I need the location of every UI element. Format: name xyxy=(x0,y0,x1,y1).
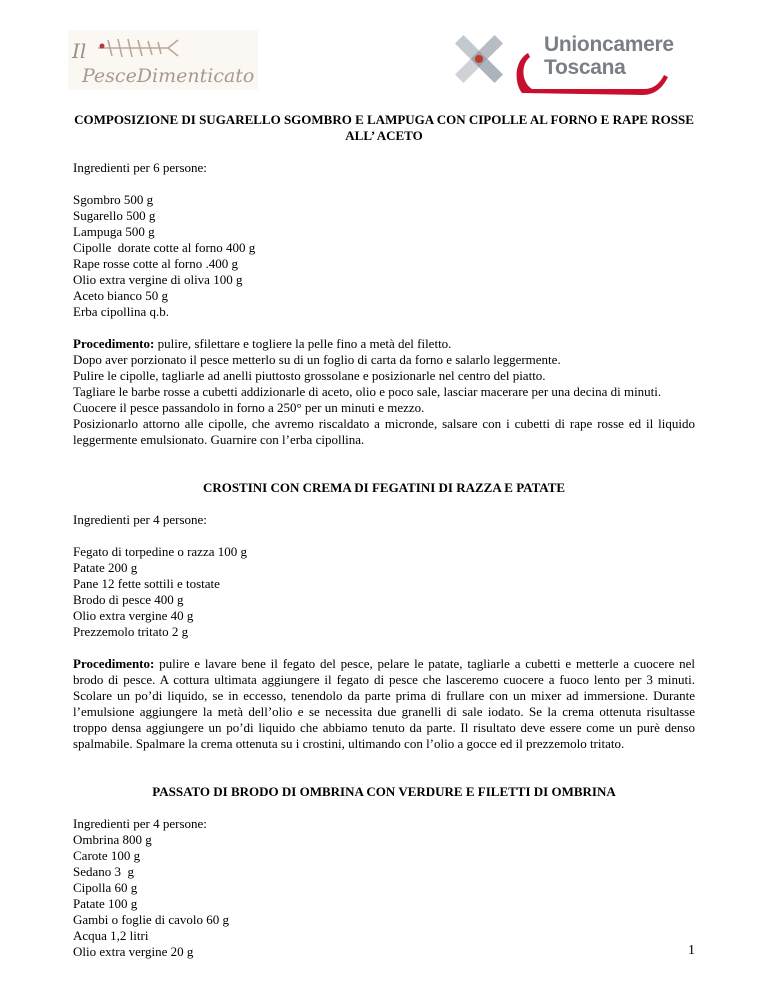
ingredient: Patate 100 g xyxy=(73,896,138,911)
ingredient: Fegato di torpedine o razza 100 g xyxy=(73,544,247,559)
ingredient: Aceto bianco 50 g xyxy=(73,288,168,303)
procedure-line: Pulire le cipolle, tagliarle ad anelli piuttosto grossolane e posizionarle nel centro del piatto. xyxy=(73,368,546,383)
recipe1-title: COMPOSIZIONE DI SUGARELLO SGOMBRO E LAMPUGA CON CIPOLLE AL FORNO E RAPE ROSSE ALL’ ACETO xyxy=(74,112,694,143)
document-body xyxy=(73,112,695,960)
ingredient: Carote 100 g xyxy=(73,848,141,863)
ingredient: Gambi o foglie di cavolo 60 g xyxy=(73,912,229,927)
toscana-text: Toscana xyxy=(544,56,626,79)
ingredient: Erba cipollina q.b. xyxy=(73,304,170,319)
recipe1-servings: Ingredienti per 6 persone: xyxy=(73,160,207,175)
procedure-line: Tagliare le barbe rosse a cubetti addizionarle di aceto, olio e poco sale, lasciar macerare per una decina di minuti. xyxy=(73,384,662,399)
procedure-label: Procedimento: xyxy=(73,336,155,351)
unioncamere-text: Unioncamere xyxy=(544,33,674,56)
ingredient: Sugarello 500 g xyxy=(73,208,156,223)
procedure-line: Dopo aver porzionato il pesce metterlo su di un foglio di carta da forno e salarlo leggermente. xyxy=(73,352,561,367)
unioncamere-toscana-logo xyxy=(444,25,676,100)
svg-text:Il: Il xyxy=(72,39,87,63)
svg-text:PesceDimenticato: PesceDimenticato xyxy=(82,65,255,87)
ingredient: Ombrina 800 g xyxy=(73,832,152,847)
recipe3-title: PASSATO DI BRODO DI OMBRINA CON VERDURE E FILETTI DI OMBRINA xyxy=(152,784,616,799)
recipe2-procedure xyxy=(73,656,695,752)
procedure-text: pulire e lavare bene il fegato del pesce, pelare le patate, tagliarle a cubetti e metterle a cuocere nel brodo di pesce. A cottura ultimata aggiungere il fegato di pesce che lasceremo cuocere a fuoco lento per 3 minuti. Scolare un po’di liquido, se in eccesso, tenendolo da parte prima di frullare con un mixer ad immersione. Durante l’emulsione aggiungere la metà dell’olio e se necessita due granelli di sale iodato. Se la crema ottenuta risultasse troppo densa aggiungere un po’di liquido che abbiamo tenuto da parte. Il risultato deve essere come un purè denso spalmabile. Spalmare la crema ottenuta su i crostini, ultimando con l’olio a gocce ed il prezzemolo tritato. xyxy=(73,656,695,751)
pesce-dimenticato-logo xyxy=(68,30,258,90)
page-number: 1 xyxy=(688,943,695,958)
ingredient: Olio extra vergine 20 g xyxy=(73,944,194,959)
ingredient: Pane 12 fette sottili e tostate xyxy=(73,576,220,591)
ingredient: Olio extra vergine 40 g xyxy=(73,608,194,623)
ingredient: Olio extra vergine di oliva 100 g xyxy=(73,272,243,287)
recipe2-servings: Ingredienti per 4 persone: xyxy=(73,512,207,527)
ingredient: Brodo di pesce 400 g xyxy=(73,592,184,607)
procedure-text: pulire, sfilettare e togliere la pelle fino a metà del filetto. xyxy=(154,336,452,351)
ingredient: Sedano 3 g xyxy=(73,864,135,879)
procedure-line: Posizionarlo attorno alle cipolle, che avremo riscaldato a micronde, salsare con i cubetti di rape rosse ed il liquido leggermente emulsionato. Guarnire con l’erba cipollina. xyxy=(73,416,695,447)
ingredient: Acqua 1,2 litri xyxy=(73,928,149,943)
ingredient: Prezzemolo tritato 2 g xyxy=(73,624,189,639)
ingredient: Lampuga 500 g xyxy=(73,224,155,239)
procedure-label: Procedimento: xyxy=(73,656,155,671)
recipe2-title: CROSTINI CON CREMA DI FEGATINI DI RAZZA E PATATE xyxy=(202,480,566,495)
recipe1-procedure xyxy=(73,336,695,352)
ingredient: Cipolla 60 g xyxy=(73,880,138,895)
ingredient: Cipolle dorate cotte al forno 400 g xyxy=(73,240,256,255)
recipe3-servings: Ingredienti per 4 persone: xyxy=(73,816,207,831)
ingredient: Sgombro 500 g xyxy=(73,192,154,207)
ingredient: Rape rosse cotte al forno .400 g xyxy=(73,256,238,271)
procedure-line: Cuocere il pesce passandolo in forno a 250° per un minuti e mezzo. xyxy=(73,400,425,415)
ingredient: Patate 200 g xyxy=(73,560,138,575)
